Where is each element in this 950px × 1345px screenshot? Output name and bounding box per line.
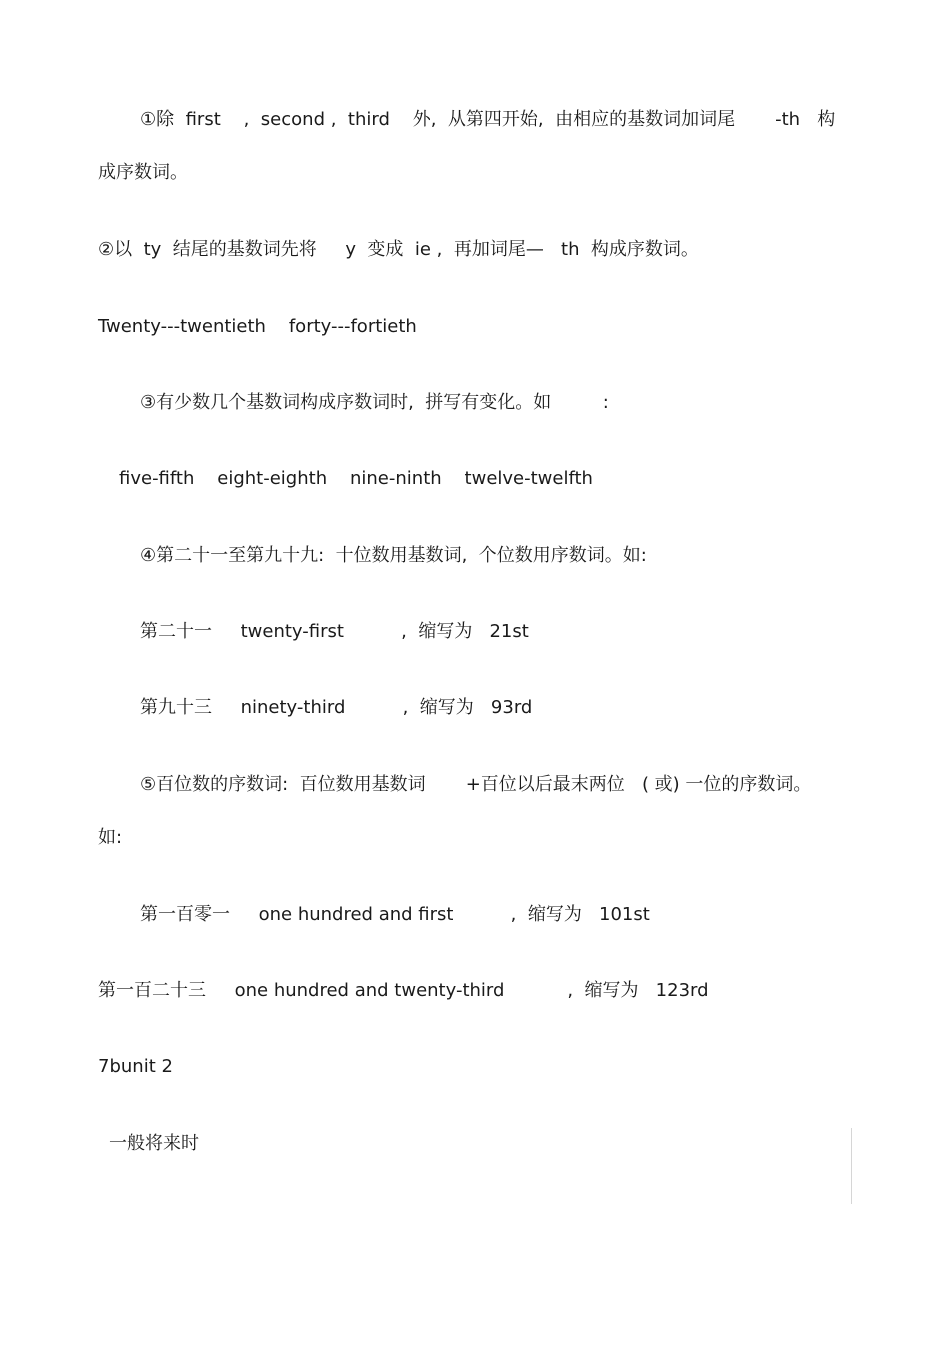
rule-1-continuation: 成序数词。 [98,162,188,183]
rule-2-example: Twenty---twentieth forty---fortieth [98,316,417,337]
rule-5-text: ⑤百位数的序数词: 百位数用基数词 +百位以后最末两位 ( 或) 一位的序数词。 [140,774,812,795]
rule-5-example-2: 第一百二十三 one hundred and twenty-third , 缩写为 123rd [98,980,709,1001]
rule-4-example-1: 第二十一 twenty-first , 缩写为 21st [140,621,529,642]
rule-4-example-2: 第九十三 ninety-third , 缩写为 93rd [140,697,533,718]
rule-5-example-1: 第一百零一 one hundred and first , 缩写为 101st [140,904,650,925]
unit-heading: 7bunit 2 [98,1056,173,1077]
section-heading: 一般将来时 [109,1133,199,1154]
rule-4-text: ④第二十一至第九十九: 十位数用基数词, 个位数用序数词。如: [140,545,647,566]
rule-3-text: ③有少数几个基数词构成序数词时, 拼写有变化。如 : [140,392,609,413]
page-edge-line [851,1128,852,1204]
rule-2-text: ②以 ty 结尾的基数词先将 y 变成 ie , 再加词尾— th 构成序数词。 [98,239,699,260]
rule-5-continuation: 如: [98,827,123,848]
rule-3-example: five-fifth eight-eighth nine-ninth twelve-twelfth [119,468,593,489]
rule-1-text: ①除 first , second , third 外, 从第四开始, 由相应的基数词加词尾 -th 构 [140,109,836,130]
